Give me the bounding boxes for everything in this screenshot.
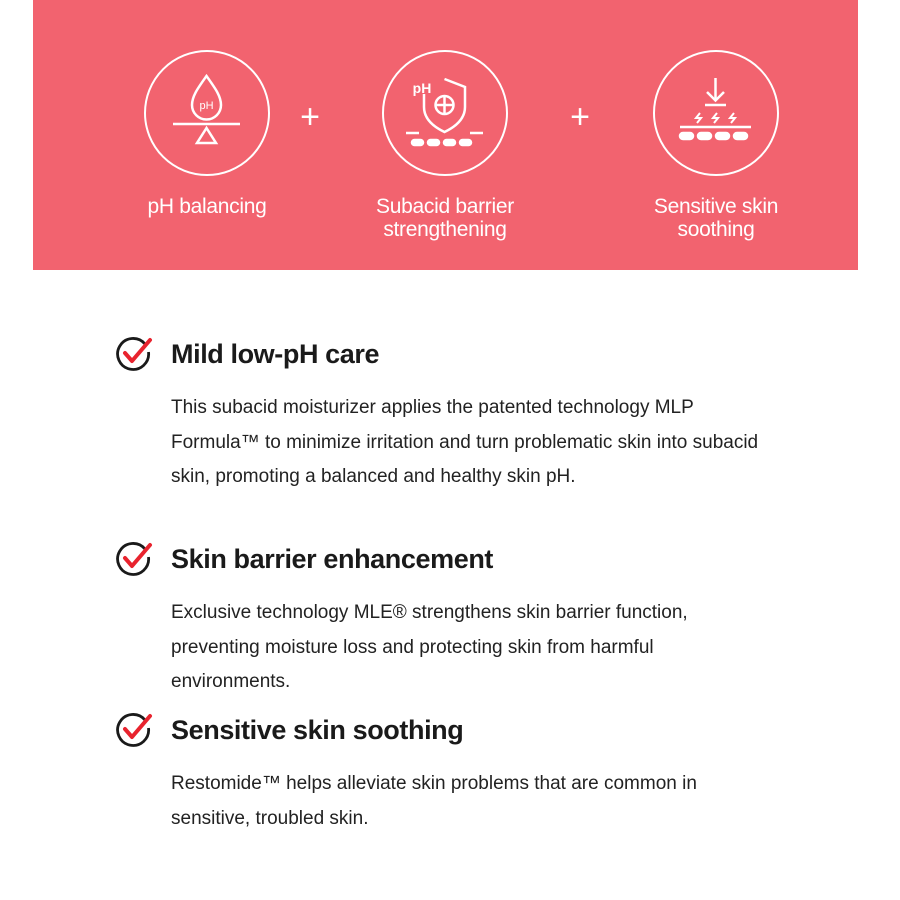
plus-separator: + <box>570 98 590 136</box>
feature-mild-low-ph-care <box>115 335 775 495</box>
feature-description: Exclusive technology MLE® strengthens skin barrier function, preventing moisture loss and protecting skin from harmful environments. <box>171 602 688 692</box>
skin-soothing-arrow-icon <box>653 50 779 176</box>
benefit-ph-balancing <box>112 50 302 218</box>
feature-description: Restomide™ helps alleviate skin problems that are common in sensitive, troubled skin. <box>171 773 697 829</box>
feature-skin-barrier-enhancement <box>115 540 775 700</box>
plus-separator: + <box>300 98 320 136</box>
red-check-circle-icon <box>115 335 153 373</box>
red-check-circle-icon <box>115 711 153 749</box>
feature-title: Skin barrier enhancement <box>171 544 494 574</box>
red-check-circle-icon <box>115 540 153 578</box>
benefit-label: pH balancing <box>147 195 267 218</box>
benefits-banner <box>33 0 858 270</box>
benefit-label: Sensitive skin soothing <box>653 195 779 241</box>
feature-title: Sensitive skin soothing <box>171 715 464 745</box>
benefit-subacid-barrier <box>350 50 540 241</box>
ph-balance-icon <box>144 50 270 176</box>
svg-text:pH: pH <box>412 80 432 96</box>
svg-text:pH: pH <box>199 100 214 112</box>
feature-sensitive-skin-soothing <box>115 711 775 836</box>
benefit-label: Subacid barrier strengthening <box>376 195 514 241</box>
feature-title: Mild low-pH care <box>171 339 380 369</box>
feature-description: This subacid moisturizer applies the patented technology MLP Formula™ to minimize irritation and turn problematic skin into subacid skin, promoting a balanced and healthy skin pH. <box>171 397 759 487</box>
ph-shield-barrier-icon <box>382 50 508 176</box>
benefit-sensitive-skin <box>621 50 811 241</box>
